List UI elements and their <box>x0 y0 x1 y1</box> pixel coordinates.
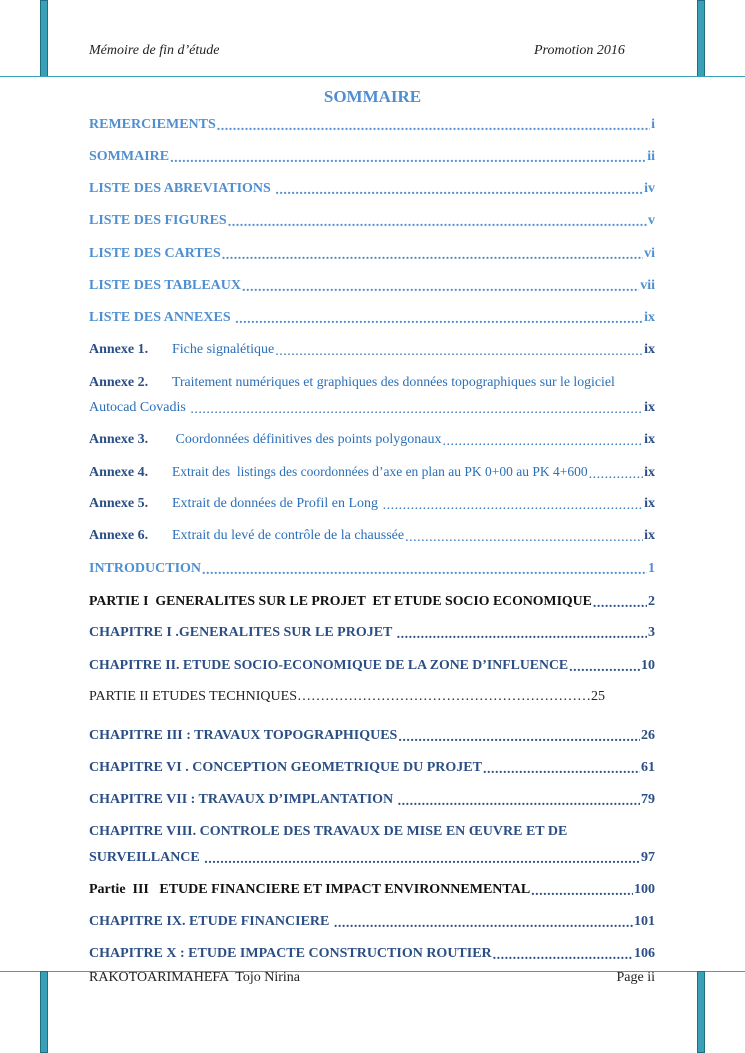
bottom-left-bar <box>40 971 48 1053</box>
toc-entry-chapitre-3[interactable] <box>89 726 655 746</box>
toc-label: LISTE DES ANNEXES <box>89 310 235 325</box>
header-right: Promotion 2016 <box>534 43 625 58</box>
toc-page: 1 <box>648 561 655 576</box>
toc-leader <box>398 728 640 748</box>
toc-page: 61 <box>641 760 655 775</box>
toc-page: vi <box>644 246 655 261</box>
toc-label: Extrait de données de Profil en Long <box>172 496 382 511</box>
toc-label: CHAPITRE I .GENERALITES SUR LE PROJET <box>89 625 396 640</box>
header-left: Mémoire de fin d’étude <box>89 43 220 58</box>
toc-entry-chapitre-1[interactable] <box>89 623 655 643</box>
top-right-bar <box>697 0 705 77</box>
toc-label: INTRODUCTION <box>89 561 202 576</box>
toc-label: CHAPITRE IX. ETUDE FINANCIERE <box>89 914 333 929</box>
bottom-right-bar <box>697 971 705 1053</box>
toc-label: CHAPITRE VI . CONCEPTION GEOMETRIQUE DU PROJET <box>89 760 482 775</box>
header-rule <box>0 76 745 77</box>
toc-leader <box>202 561 647 581</box>
toc-label-continued: SURVEILLANCE <box>89 850 204 865</box>
toc-page: ix <box>644 400 655 415</box>
toc-entry-annexe-3[interactable] <box>89 430 655 450</box>
toc-leader <box>442 432 643 452</box>
toc-entry-chapitre-9[interactable] <box>89 912 655 932</box>
toc-page: 100 <box>634 882 655 897</box>
toc-leader <box>275 342 643 362</box>
toc-entry-annexe-5[interactable] <box>89 494 655 514</box>
toc-entry-chapitre-8[interactable] <box>89 848 655 868</box>
toc-leader <box>398 792 640 812</box>
toc-label: SOMMAIRE <box>89 149 170 164</box>
toc-entry-chapitre-6[interactable] <box>89 758 655 778</box>
toc-page: ix <box>644 342 655 357</box>
toc-entry-annexe-6[interactable] <box>89 526 655 546</box>
toc-entry-annexe-2[interactable] <box>89 398 655 418</box>
toc-label: PARTIE II ETUDES TECHNIQUES………………………………………………………25 <box>89 689 605 704</box>
toc-leader <box>593 594 647 614</box>
toc-page: i <box>651 117 655 132</box>
toc-label: PARTIE I GENERALITES SUR LE PROJET ET ETUDE SOCIO ECONOMIQUE <box>89 593 592 608</box>
toc-leader <box>204 850 640 870</box>
toc-label: LISTE DES FIGURES <box>89 213 227 228</box>
toc-entry-remerciements[interactable] <box>89 115 655 135</box>
toc-entry-tableaux[interactable] <box>89 276 655 296</box>
toc-label: Extrait du levé de contrôle de la chaussée <box>172 528 405 543</box>
toc-label: Traitement numériques et graphiques des données topographiques sur le logiciel <box>172 374 615 389</box>
toc-leader <box>228 213 647 233</box>
toc-leader <box>483 760 640 780</box>
toc-leader <box>569 658 640 678</box>
footer-page-number: Page ii <box>616 970 655 985</box>
toc-leader <box>235 310 643 330</box>
annex-number: Annexe 1. <box>89 342 149 357</box>
toc-entry-annexe-4[interactable] <box>89 462 655 482</box>
toc-label: CHAPITRE II. ETUDE SOCIO-ECONOMIQUE DE LA ZONE D’INFLUENCE <box>89 657 569 672</box>
toc-entry-annexes[interactable] <box>89 308 655 328</box>
toc-entry-abreviations[interactable] <box>89 179 655 199</box>
toc-entry-chapitre-8-line1[interactable] <box>89 822 655 842</box>
annex-number: Annexe 4. <box>89 465 149 480</box>
toc-entry-chapitre-7[interactable] <box>89 790 655 810</box>
toc-entry-chapitre-2[interactable] <box>89 655 655 675</box>
toc-leader <box>493 946 633 966</box>
toc-label-continued: Autocad Covadis <box>89 400 190 415</box>
toc-page: 106 <box>634 946 655 961</box>
toc-label: CHAPITRE VII : TRAVAUX D’IMPLANTATION <box>89 792 397 807</box>
toc-page: 101 <box>634 914 655 929</box>
toc-label: Coordonnées définitives des points polygonaux <box>172 432 442 447</box>
toc-page: 97 <box>641 850 655 865</box>
toc-leader <box>275 181 643 201</box>
toc-page: 26 <box>641 728 655 743</box>
toc-page: ii <box>647 149 655 164</box>
annex-number: Annexe 5. <box>89 496 149 511</box>
toc-label: REMERCIEMENTS <box>89 117 216 132</box>
toc-label: Extrait des listings des coordonnées d’axe en plan au PK 0+00 au PK 4+600 <box>172 464 588 479</box>
annex-number: Annexe 2. <box>89 375 149 390</box>
toc-page: ix <box>644 496 655 511</box>
toc-leader <box>190 400 643 420</box>
toc-page: 2 <box>648 594 655 609</box>
toc-entry-annexe-2-line1[interactable] <box>89 372 655 393</box>
toc-leader <box>397 625 647 645</box>
annex-number: Annexe 3. <box>89 432 149 447</box>
toc-entry-chapitre-10[interactable] <box>89 944 655 964</box>
toc-label: LISTE DES TABLEAUX <box>89 278 241 293</box>
toc-label: Partie III ETUDE FINANCIERE ET IMPACT ENVIRONNEMENTAL <box>89 882 531 897</box>
toc-label: CHAPITRE VIII. CONTROLE DES TRAVAUX DE MISE EN ŒUVRE ET DE <box>89 824 568 839</box>
toc-page: ix <box>644 528 655 543</box>
toc-entry-cartes[interactable] <box>89 244 655 264</box>
page-title: SOMMAIRE <box>323 87 422 106</box>
toc-leader <box>383 496 644 516</box>
toc-page: ix <box>644 310 655 325</box>
toc-page: ix <box>644 465 655 480</box>
toc-page: vii <box>640 278 655 293</box>
toc-page: 3 <box>648 625 655 640</box>
toc-label: Fiche signalétique <box>172 342 275 357</box>
toc-leader <box>242 278 639 298</box>
footer-author: RAKOTOARIMAHEFA Tojo Nirina <box>89 970 300 985</box>
toc-page: v <box>648 213 655 228</box>
toc-entry-partie-1[interactable] <box>89 591 655 611</box>
toc-entry-figures[interactable] <box>89 211 655 231</box>
toc-leader <box>170 149 646 169</box>
toc-label: CHAPITRE X : ETUDE IMPACTE CONSTRUCTION ROUTIER <box>89 946 492 961</box>
toc-entry-introduction[interactable] <box>89 559 655 579</box>
toc-leader <box>531 882 633 902</box>
toc-label: CHAPITRE III : TRAVAUX TOPOGRAPHIQUES <box>89 728 398 743</box>
toc-leader <box>589 465 643 485</box>
toc-label: LISTE DES ABREVIATIONS <box>89 181 275 196</box>
annex-number: Annexe 6. <box>89 528 149 543</box>
toc-label: LISTE DES CARTES <box>89 246 221 261</box>
top-left-bar <box>40 0 48 77</box>
toc-entry-sommaire[interactable] <box>89 147 655 167</box>
toc-page: 10 <box>641 658 655 673</box>
toc-leader <box>222 246 643 266</box>
toc-leader <box>334 914 633 934</box>
toc-leader <box>217 117 650 137</box>
toc-page: 79 <box>641 792 655 807</box>
toc-entry-annexe-1[interactable] <box>89 340 655 360</box>
toc-entry-partie-3[interactable] <box>89 880 655 900</box>
toc-page: ix <box>644 432 655 447</box>
toc-entry-partie-2[interactable] <box>89 687 655 707</box>
toc-page: iv <box>644 181 655 196</box>
toc-leader <box>405 528 643 548</box>
